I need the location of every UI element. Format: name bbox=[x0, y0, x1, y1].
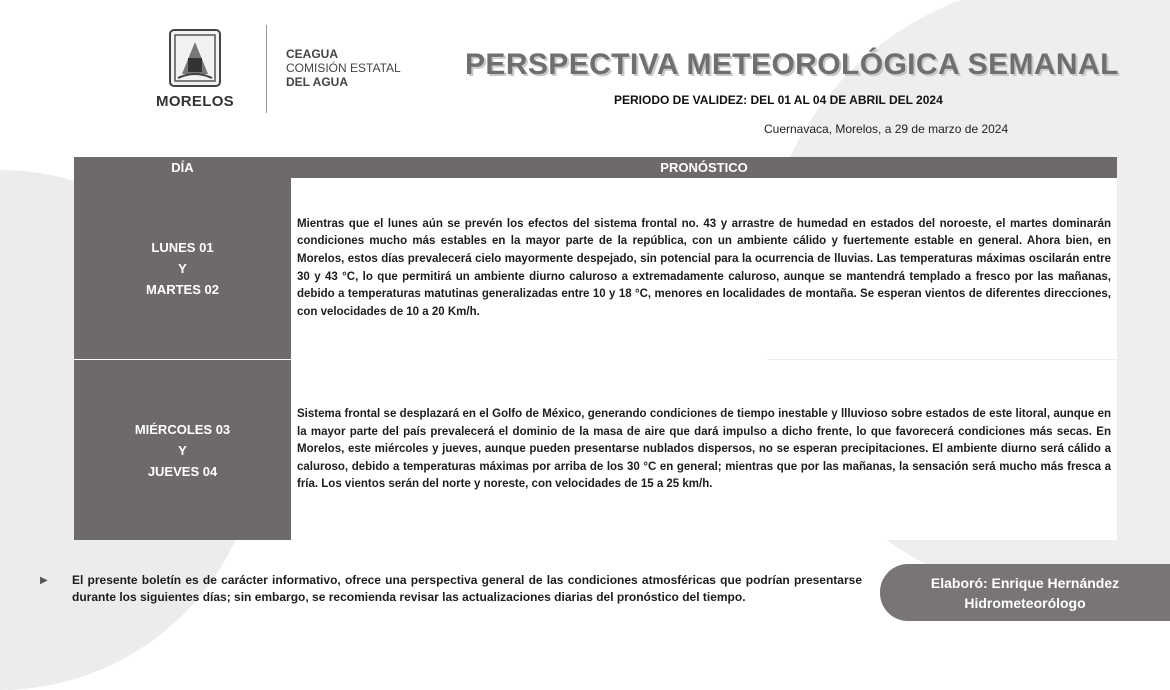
day-connector: Y bbox=[178, 442, 187, 458]
org-line-2: COMISIÓN ESTATAL bbox=[286, 61, 401, 75]
author-name: Elaboró: Enrique Hernández bbox=[930, 574, 1120, 591]
author-role: Hidrometeorólogo bbox=[964, 594, 1086, 611]
forecast-text: Mientras que el lunes aún se prevén los efectos del sistema frontal no. 43 y arrastre de humedad en estados del noroeste, el martes dominarán condiciones mucho más estables en la mayor parte de la república, con un ambiente cálido y fuertemente estable en general. Ahora bien, en Morelos, estos días prevalecerá cielo mayormente despejado, sin potencial para la ocurrencia de lluvias. Las temperaturas máximas oscilarán entre 30 y 43 °C, lo que permitirá un ambiente diurno caluroso a extremadamente caluroso, aunque se mantendrá templado a fresco por las mañanas, debido a temperaturas matutinas generalizadas entre 10 y 18 °C, menores en localidades de montaña. Se esperan vientos de diferentes direcciones, con velocidades de 10 a 20 Km/h. bbox=[297, 217, 1111, 318]
org-acronym: CEAGUA bbox=[286, 47, 339, 61]
bullet-arrow-icon: ▶ bbox=[40, 575, 48, 586]
disclaimer-note: El presente boletín es de carácter informativo, ofrece una perspectiva general de las condiciones atmosféricas que podrían presentarse durante los siguientes días; sin embargo, se recomienda revisar las actualizaciones diarias del pronóstico del tiempo. bbox=[72, 573, 862, 604]
organization-name bbox=[286, 47, 401, 89]
validity-period: PERIODO DE VALIDEZ: DEL 01 AL 04 DE ABRIL DEL 2024 bbox=[614, 93, 943, 107]
forecast-text: Sistema frontal se desplazará en el Golfo de México, generando condiciones de tiempo inestable y llluvioso sobre estados de este litoral, aunque en la mayor parte del país prevalecerá el dominio de la masa de aire que dará impulso a dicho frente, lo que favorecerá condiciones más secas. En Morelos, este miércoles y jueves, aunque pueden presentarse nublados dispersos, no se esperan precipitaciones. El ambiente diurno será cálido a caluroso, debido a temperaturas máximas por arriba de los 30 °C en general; mientras que por las mañanas, la sensación será mucho más fresca a fría. Los vientos serán del norte y noreste, con velocidades de 15 a 25 km/h. bbox=[297, 408, 1111, 491]
day-label-2: JUEVES 04 bbox=[147, 463, 218, 479]
column-header-day: DÍA bbox=[74, 157, 291, 178]
day-cell-row-2 bbox=[74, 360, 291, 540]
header-divider bbox=[266, 25, 267, 113]
day-label-2: MARTES 02 bbox=[146, 282, 219, 297]
page-title: PERSPECTIVA METEOROLÓGICA SEMANAL bbox=[465, 48, 1119, 81]
org-line-3: DEL AGUA bbox=[286, 75, 349, 89]
day-label-1: MIÉRCOLES 03 bbox=[134, 421, 231, 437]
day-label-1: LUNES 01 bbox=[151, 240, 214, 255]
day-connector: Y bbox=[178, 261, 187, 276]
logo-label: MORELOS bbox=[156, 93, 234, 110]
author-credit-badge bbox=[880, 564, 1170, 621]
column-header-forecast: PRONÓSTICO bbox=[291, 157, 1117, 178]
forecast-cell-row-2 bbox=[291, 360, 1117, 540]
morelos-coat-of-arms-logo bbox=[168, 28, 222, 88]
forecast-cell-row-1 bbox=[291, 178, 1117, 359]
place-date: Cuernavaca, Morelos, a 29 de marzo de 2024 bbox=[764, 122, 1009, 136]
day-cell-row-1 bbox=[74, 178, 291, 360]
